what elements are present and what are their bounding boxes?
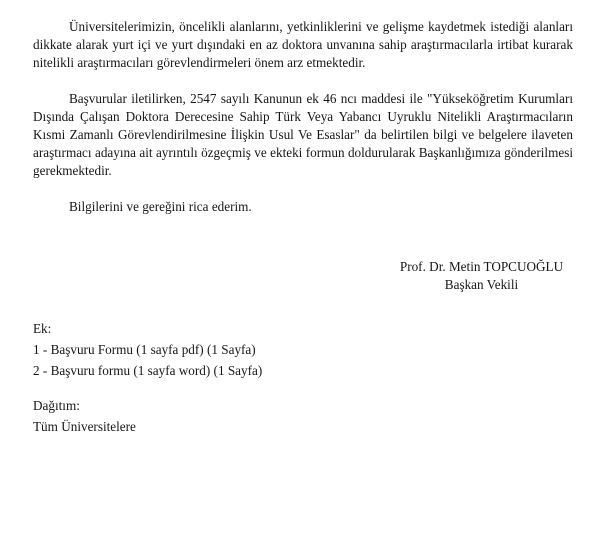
attachment-item-2: 2 - Başvuru formu (1 sayfa word) (1 Sayfa): [33, 363, 263, 378]
distribution-recipient-1: Tüm Üniversitelere: [33, 419, 136, 434]
body-paragraph-3-closing: Bilgilerini ve gereğini rica ederim.: [69, 199, 252, 214]
tail-spacer: [33, 381, 433, 395]
body-paragraph-1: Üniversitelerimizin, öncelikli alanlarını, yetkinliklerini ve gelişme kaydetmek istediği alanları dikkate alarak yurt içi ve yurt dışındaki en az doktora unvanına sahip araştırmacılarla irtibat kurarak nitelikli araştırmacıları görevlendirmeleri önem arz etmektedir.: [33, 19, 573, 70]
signatory-name: Prof. Dr. Metin TOPCUOĞLU: [399, 259, 564, 274]
paragraph-spacer-2: [33, 180, 573, 198]
attachments-heading: Ek:: [33, 321, 52, 336]
document-body: [33, 0, 573, 216]
attachment-item-1: 1 - Başvuru Formu (1 sayfa pdf) (1 Sayfa): [33, 342, 256, 357]
distribution-heading: Dağıtım:: [33, 398, 80, 413]
document-tail: [33, 318, 433, 437]
top-spacer: [33, 0, 573, 18]
body-paragraph-2: Başvurular iletilirken, 2547 sayılı Kanunun ek 46 ncı maddesi ile "Yükseköğretim Kurumları Dışında Çalışan Doktora Derecesine Sahip Türk Veya Yabancı Uyruklu Nitelikli Araştırmacıların Kısmi Zamanlı Görevlendirilmesine İlişkin Usul Ve Esaslar" da belirtilen bilgi ve belgelere ilaveten araştırmacı adayına ait ayrıntılı özgeçmiş ve ekteki formun doldurularak Başkanlığımıza gönderilmesi gerekmektedir.: [33, 91, 573, 178]
paragraph-spacer-1: [33, 72, 573, 90]
signature-block: [390, 258, 573, 294]
signatory-title: Başkan Vekili: [444, 277, 519, 292]
